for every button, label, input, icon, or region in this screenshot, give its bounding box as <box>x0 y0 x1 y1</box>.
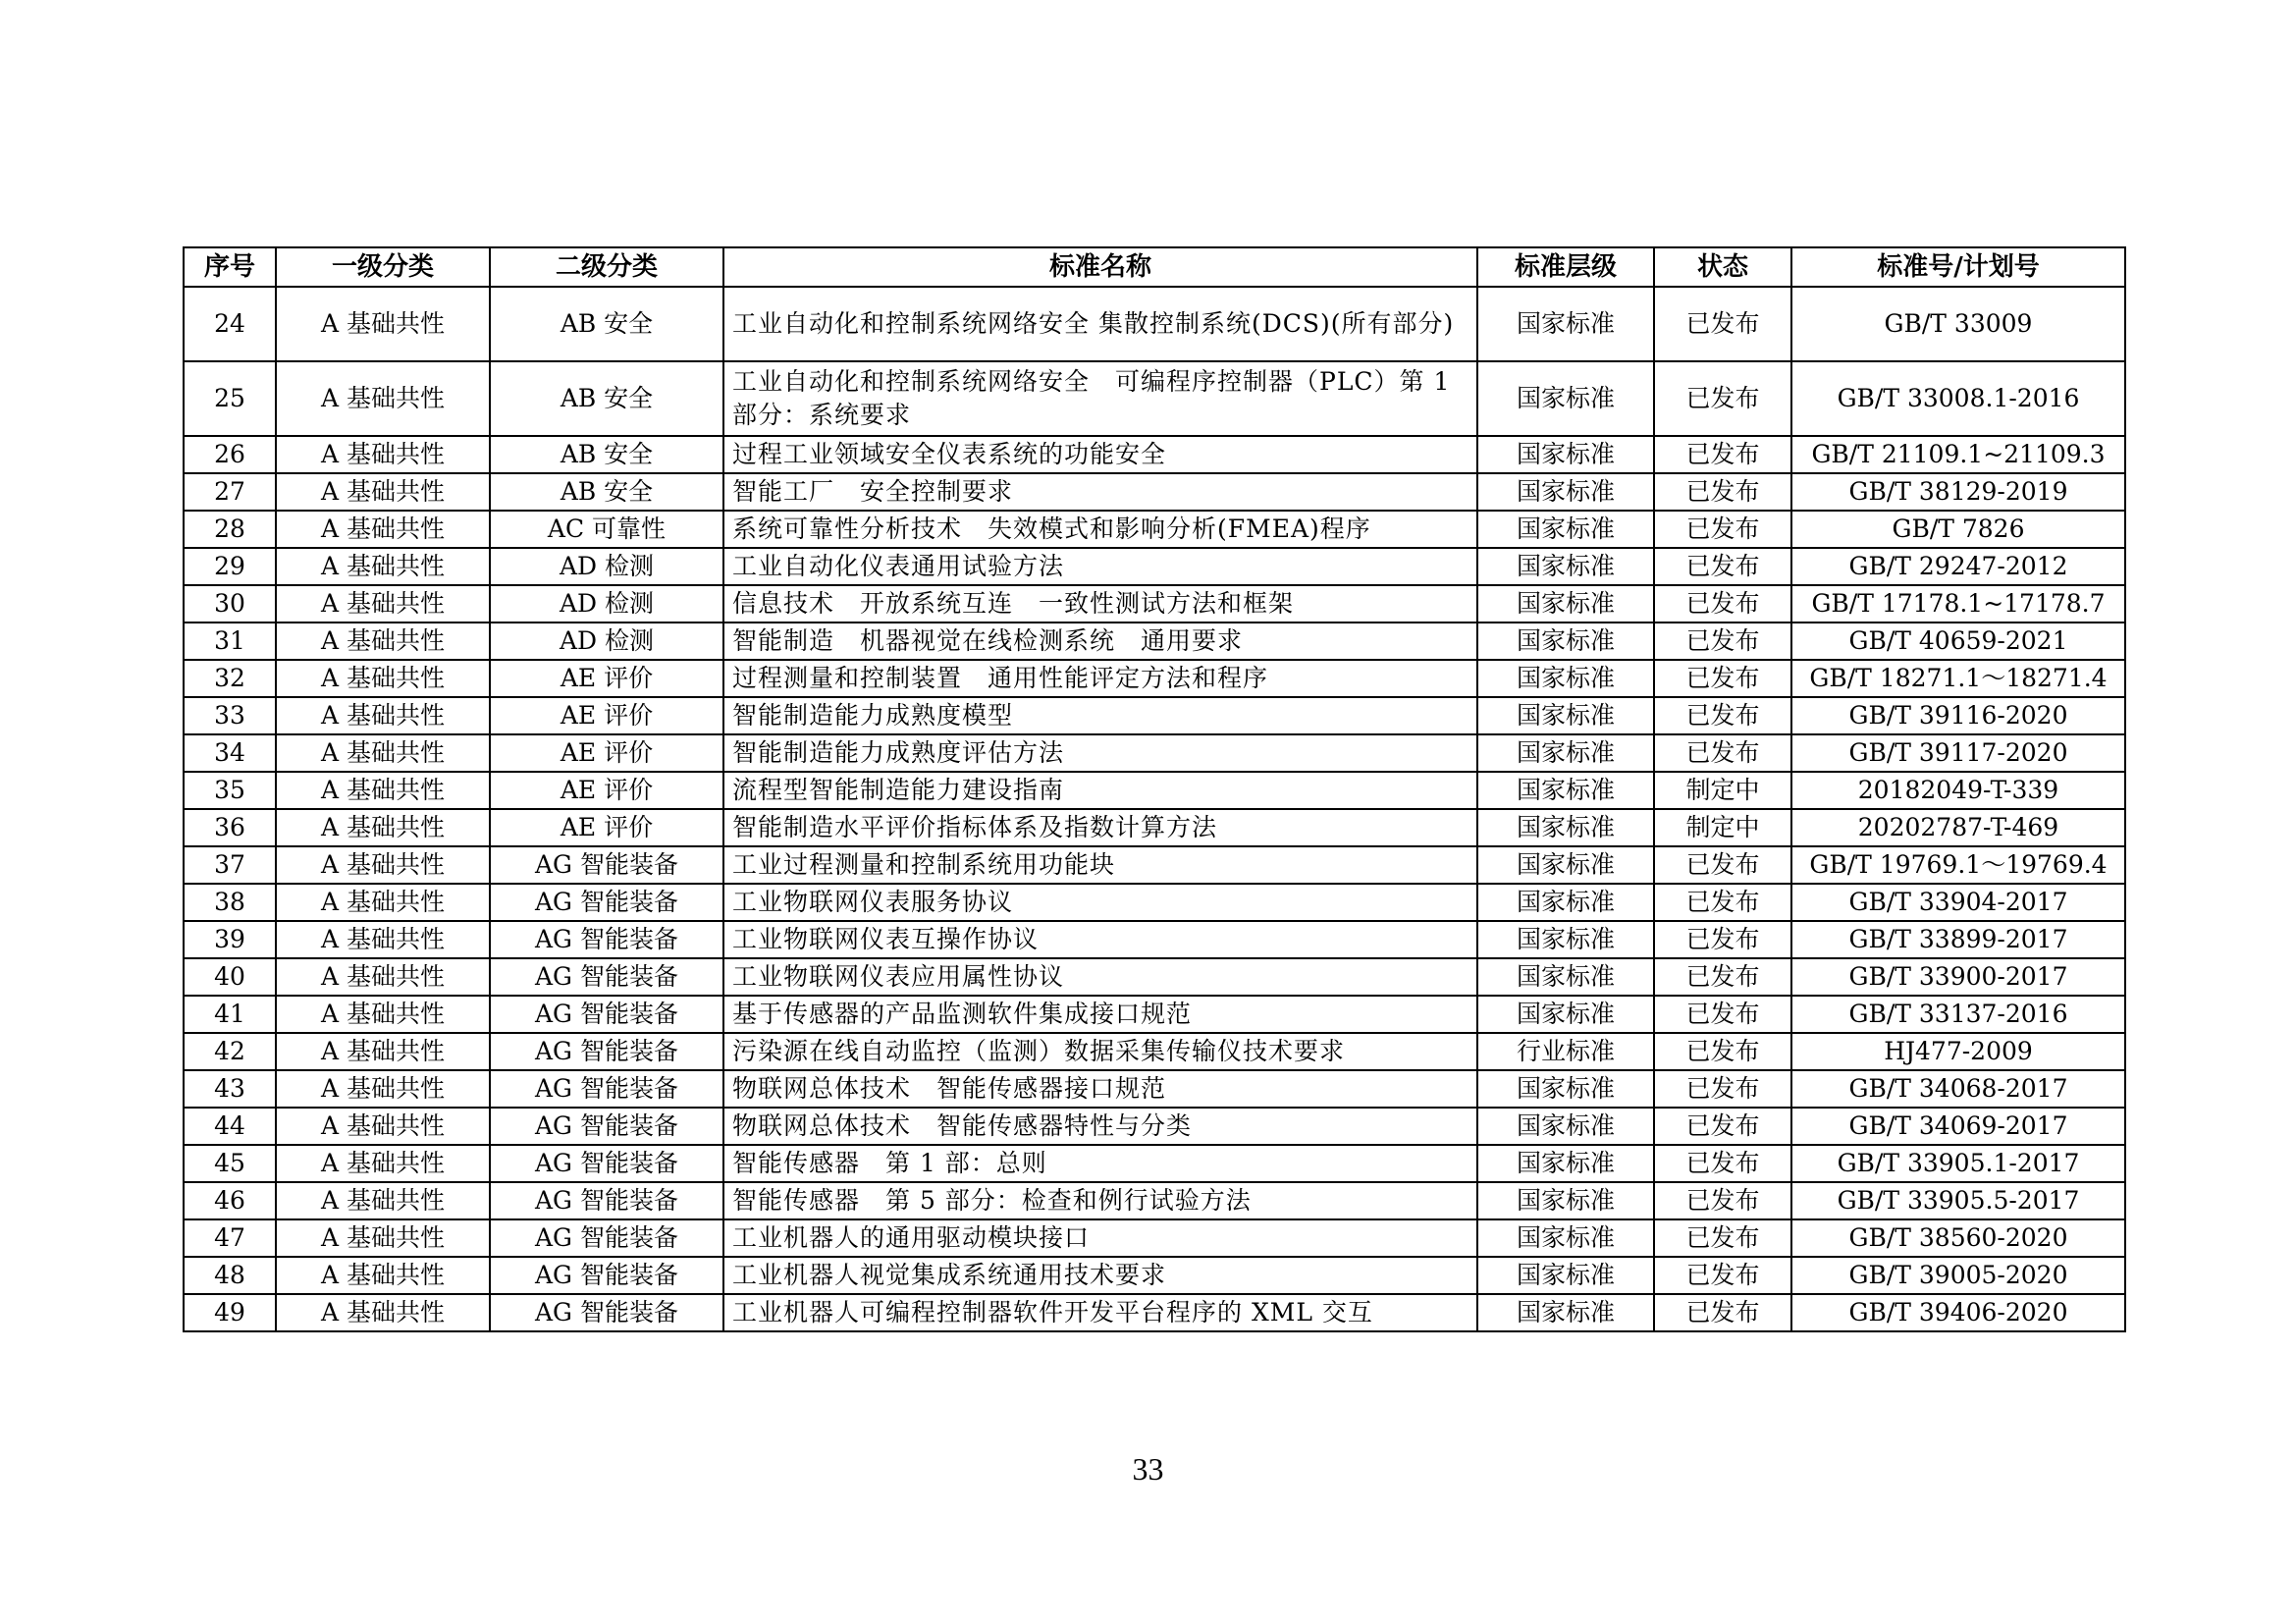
serial-number-cell: 34 <box>184 734 276 772</box>
secondary-category-cell: AG 智能装备 <box>490 1257 723 1294</box>
secondary-category-cell: AB 安全 <box>490 473 723 511</box>
table-row <box>184 1182 2125 1219</box>
standard-name-cell: 智能传感器 第 1 部：总则 <box>723 1145 1477 1182</box>
table-row <box>184 958 2125 996</box>
secondary-category-cell: AG 智能装备 <box>490 1108 723 1145</box>
standards-table <box>183 246 2126 1332</box>
status-cell: 已发布 <box>1654 846 1791 884</box>
standard-level-cell: 国家标准 <box>1477 1108 1654 1145</box>
standard-number-cell: GB/T 33904-2017 <box>1791 884 2125 921</box>
standard-number-cell: GB/T 38129-2019 <box>1791 473 2125 511</box>
standard-level-cell: 国家标准 <box>1477 734 1654 772</box>
status-cell: 已发布 <box>1654 734 1791 772</box>
standard-name-cell: 智能工厂 安全控制要求 <box>723 473 1477 511</box>
standard-name-cell: 工业物联网仪表应用属性协议 <box>723 958 1477 996</box>
standard-number-cell: GB/T 33009 <box>1791 287 2125 361</box>
standard-number-cell: GB/T 40659-2021 <box>1791 623 2125 660</box>
table-row <box>184 1145 2125 1182</box>
secondary-category-cell: AB 安全 <box>490 287 723 361</box>
standard-level-cell: 国家标准 <box>1477 436 1654 473</box>
serial-number-cell: 36 <box>184 809 276 846</box>
table-row <box>184 1108 2125 1145</box>
status-cell: 已发布 <box>1654 697 1791 734</box>
standard-number-cell: GB/T 39117-2020 <box>1791 734 2125 772</box>
standard-number-cell: GB/T 19769.1～19769.4 <box>1791 846 2125 884</box>
table-body <box>184 287 2125 1331</box>
primary-category-cell: A 基础共性 <box>276 1257 490 1294</box>
table-row <box>184 697 2125 734</box>
primary-category-cell: A 基础共性 <box>276 846 490 884</box>
table-row <box>184 660 2125 697</box>
serial-number-cell: 48 <box>184 1257 276 1294</box>
standard-name-cell: 工业机器人视觉集成系统通用技术要求 <box>723 1257 1477 1294</box>
table-row <box>184 884 2125 921</box>
primary-category-cell: A 基础共性 <box>276 436 490 473</box>
serial-number-cell: 43 <box>184 1070 276 1108</box>
standard-level-cell: 国家标准 <box>1477 958 1654 996</box>
standard-name-cell: 工业自动化和控制系统网络安全 可编程序控制器（PLC）第 1 部分：系统要求 <box>723 361 1477 436</box>
status-cell: 已发布 <box>1654 585 1791 623</box>
standard-level-cell: 国家标准 <box>1477 1257 1654 1294</box>
standard-level-cell: 国家标准 <box>1477 1182 1654 1219</box>
standard-level-cell: 国家标准 <box>1477 1294 1654 1331</box>
status-cell: 已发布 <box>1654 1070 1791 1108</box>
standard-number-cell: GB/T 7826 <box>1791 511 2125 548</box>
serial-number-cell: 32 <box>184 660 276 697</box>
table-row <box>184 1219 2125 1257</box>
secondary-category-cell: AG 智能装备 <box>490 1070 723 1108</box>
standard-name-cell: 过程测量和控制装置 通用性能评定方法和程序 <box>723 660 1477 697</box>
standard-name-cell: 工业物联网仪表服务协议 <box>723 884 1477 921</box>
standard-name-cell: 工业过程测量和控制系统用功能块 <box>723 846 1477 884</box>
serial-number-cell: 37 <box>184 846 276 884</box>
serial-number-cell: 24 <box>184 287 276 361</box>
standard-number-cell: GB/T 38560-2020 <box>1791 1219 2125 1257</box>
standard-name-cell: 工业自动化和控制系统网络安全 集散控制系统(DCS)(所有部分) <box>723 287 1477 361</box>
primary-category-cell: A 基础共性 <box>276 548 490 585</box>
header-standard-level: 标准层级 <box>1477 247 1654 287</box>
serial-number-cell: 42 <box>184 1033 276 1070</box>
standard-level-cell: 国家标准 <box>1477 623 1654 660</box>
secondary-category-cell: AG 智能装备 <box>490 1294 723 1331</box>
status-cell: 已发布 <box>1654 548 1791 585</box>
primary-category-cell: A 基础共性 <box>276 511 490 548</box>
status-cell: 已发布 <box>1654 1145 1791 1182</box>
header-serial-number: 序号 <box>184 247 276 287</box>
secondary-category-cell: AG 智能装备 <box>490 921 723 958</box>
primary-category-cell: A 基础共性 <box>276 734 490 772</box>
serial-number-cell: 47 <box>184 1219 276 1257</box>
primary-category-cell: A 基础共性 <box>276 1033 490 1070</box>
primary-category-cell: A 基础共性 <box>276 361 490 436</box>
standard-number-cell: GB/T 33008.1-2016 <box>1791 361 2125 436</box>
table-row <box>184 809 2125 846</box>
status-cell: 已发布 <box>1654 921 1791 958</box>
secondary-category-cell: AD 检测 <box>490 585 723 623</box>
standard-name-cell: 智能传感器 第 5 部分：检查和例行试验方法 <box>723 1182 1477 1219</box>
status-cell: 已发布 <box>1654 511 1791 548</box>
standard-number-cell: GB/T 18271.1～18271.4 <box>1791 660 2125 697</box>
secondary-category-cell: AB 安全 <box>490 436 723 473</box>
status-cell: 已发布 <box>1654 361 1791 436</box>
standard-name-cell: 智能制造 机器视觉在线检测系统 通用要求 <box>723 623 1477 660</box>
status-cell: 已发布 <box>1654 287 1791 361</box>
standard-name-cell: 过程工业领域安全仪表系统的功能安全 <box>723 436 1477 473</box>
status-cell: 已发布 <box>1654 1219 1791 1257</box>
status-cell: 已发布 <box>1654 436 1791 473</box>
status-cell: 已发布 <box>1654 660 1791 697</box>
standard-name-cell: 智能制造能力成熟度模型 <box>723 697 1477 734</box>
primary-category-cell: A 基础共性 <box>276 287 490 361</box>
primary-category-cell: A 基础共性 <box>276 1294 490 1331</box>
secondary-category-cell: AG 智能装备 <box>490 1219 723 1257</box>
standard-level-cell: 国家标准 <box>1477 1219 1654 1257</box>
table-row <box>184 734 2125 772</box>
primary-category-cell: A 基础共性 <box>276 772 490 809</box>
secondary-category-cell: AG 智能装备 <box>490 996 723 1033</box>
standard-name-cell: 工业物联网仪表互操作协议 <box>723 921 1477 958</box>
standard-level-cell: 国家标准 <box>1477 809 1654 846</box>
serial-number-cell: 29 <box>184 548 276 585</box>
standard-number-cell: GB/T 34069-2017 <box>1791 1108 2125 1145</box>
serial-number-cell: 25 <box>184 361 276 436</box>
secondary-category-cell: AG 智能装备 <box>490 884 723 921</box>
primary-category-cell: A 基础共性 <box>276 623 490 660</box>
standard-number-cell: GB/T 33900-2017 <box>1791 958 2125 996</box>
primary-category-cell: A 基础共性 <box>276 585 490 623</box>
table-row <box>184 511 2125 548</box>
table-row <box>184 548 2125 585</box>
standard-name-cell: 基于传感器的产品监测软件集成接口规范 <box>723 996 1477 1033</box>
table-row <box>184 1294 2125 1331</box>
standard-number-cell: GB/T 29247-2012 <box>1791 548 2125 585</box>
serial-number-cell: 46 <box>184 1182 276 1219</box>
serial-number-cell: 40 <box>184 958 276 996</box>
secondary-category-cell: AG 智能装备 <box>490 1182 723 1219</box>
standard-level-cell: 国家标准 <box>1477 772 1654 809</box>
secondary-category-cell: AG 智能装备 <box>490 1145 723 1182</box>
secondary-category-cell: AC 可靠性 <box>490 511 723 548</box>
standard-name-cell: 流程型智能制造能力建设指南 <box>723 772 1477 809</box>
standard-name-cell: 物联网总体技术 智能传感器接口规范 <box>723 1070 1477 1108</box>
table-row <box>184 1070 2125 1108</box>
standard-name-cell: 物联网总体技术 智能传感器特性与分类 <box>723 1108 1477 1145</box>
primary-category-cell: A 基础共性 <box>276 958 490 996</box>
secondary-category-cell: AE 评价 <box>490 734 723 772</box>
primary-category-cell: A 基础共性 <box>276 1145 490 1182</box>
primary-category-cell: A 基础共性 <box>276 921 490 958</box>
status-cell: 已发布 <box>1654 623 1791 660</box>
secondary-category-cell: AE 评价 <box>490 697 723 734</box>
header-primary-category: 一级分类 <box>276 247 490 287</box>
header-status: 状态 <box>1654 247 1791 287</box>
status-cell: 已发布 <box>1654 884 1791 921</box>
table-header-row <box>184 247 2125 287</box>
status-cell: 已发布 <box>1654 1033 1791 1070</box>
status-cell: 已发布 <box>1654 996 1791 1033</box>
table-row <box>184 996 2125 1033</box>
secondary-category-cell: AG 智能装备 <box>490 1033 723 1070</box>
standard-level-cell: 国家标准 <box>1477 697 1654 734</box>
standard-name-cell: 信息技术 开放系统互连 一致性测试方法和框架 <box>723 585 1477 623</box>
serial-number-cell: 45 <box>184 1145 276 1182</box>
serial-number-cell: 38 <box>184 884 276 921</box>
serial-number-cell: 28 <box>184 511 276 548</box>
standard-name-cell: 系统可靠性分析技术 失效模式和影响分析(FMEA)程序 <box>723 511 1477 548</box>
serial-number-cell: 33 <box>184 697 276 734</box>
serial-number-cell: 41 <box>184 996 276 1033</box>
primary-category-cell: A 基础共性 <box>276 1182 490 1219</box>
standard-level-cell: 国家标准 <box>1477 287 1654 361</box>
standard-number-cell: HJ477-2009 <box>1791 1033 2125 1070</box>
serial-number-cell: 26 <box>184 436 276 473</box>
standard-level-cell: 国家标准 <box>1477 996 1654 1033</box>
standard-level-cell: 国家标准 <box>1477 585 1654 623</box>
standard-level-cell: 国家标准 <box>1477 846 1654 884</box>
standard-level-cell: 国家标准 <box>1477 1145 1654 1182</box>
table-row <box>184 1033 2125 1070</box>
primary-category-cell: A 基础共性 <box>276 660 490 697</box>
status-cell: 制定中 <box>1654 809 1791 846</box>
standard-number-cell: GB/T 34068-2017 <box>1791 1070 2125 1108</box>
standard-number-cell: GB/T 39005-2020 <box>1791 1257 2125 1294</box>
serial-number-cell: 44 <box>184 1108 276 1145</box>
standard-number-cell: GB/T 33899-2017 <box>1791 921 2125 958</box>
serial-number-cell: 35 <box>184 772 276 809</box>
table-row <box>184 436 2125 473</box>
table-row <box>184 1257 2125 1294</box>
standard-number-cell: GB/T 21109.1~21109.3 <box>1791 436 2125 473</box>
standard-name-cell: 工业机器人的通用驱动模块接口 <box>723 1219 1477 1257</box>
standard-level-cell: 国家标准 <box>1477 511 1654 548</box>
standard-number-cell: GB/T 17178.1~17178.7 <box>1791 585 2125 623</box>
secondary-category-cell: AG 智能装备 <box>490 846 723 884</box>
status-cell: 已发布 <box>1654 1182 1791 1219</box>
standard-name-cell: 工业自动化仪表通用试验方法 <box>723 548 1477 585</box>
table-row <box>184 772 2125 809</box>
header-secondary-category: 二级分类 <box>490 247 723 287</box>
status-cell: 已发布 <box>1654 958 1791 996</box>
secondary-category-cell: AE 评价 <box>490 660 723 697</box>
table-row <box>184 361 2125 436</box>
standard-level-cell: 国家标准 <box>1477 548 1654 585</box>
secondary-category-cell: AE 评价 <box>490 772 723 809</box>
status-cell: 已发布 <box>1654 1294 1791 1331</box>
standard-level-cell: 国家标准 <box>1477 361 1654 436</box>
table-row <box>184 846 2125 884</box>
primary-category-cell: A 基础共性 <box>276 1219 490 1257</box>
standard-level-cell: 国家标准 <box>1477 660 1654 697</box>
secondary-category-cell: AE 评价 <box>490 809 723 846</box>
serial-number-cell: 31 <box>184 623 276 660</box>
standard-number-cell: GB/T 33905.1-2017 <box>1791 1145 2125 1182</box>
standard-number-cell: GB/T 33137-2016 <box>1791 996 2125 1033</box>
table-row <box>184 473 2125 511</box>
primary-category-cell: A 基础共性 <box>276 1108 490 1145</box>
standard-name-cell: 污染源在线自动监控（监测）数据采集传输仪技术要求 <box>723 1033 1477 1070</box>
standard-name-cell: 智能制造水平评价指标体系及指数计算方法 <box>723 809 1477 846</box>
serial-number-cell: 30 <box>184 585 276 623</box>
table-row <box>184 921 2125 958</box>
page-number: 33 <box>1132 1451 1164 1487</box>
status-cell: 已发布 <box>1654 1108 1791 1145</box>
header-standard-number: 标准号/计划号 <box>1791 247 2125 287</box>
secondary-category-cell: AB 安全 <box>490 361 723 436</box>
primary-category-cell: A 基础共性 <box>276 884 490 921</box>
secondary-category-cell: AD 检测 <box>490 623 723 660</box>
status-cell: 已发布 <box>1654 1257 1791 1294</box>
table-row <box>184 623 2125 660</box>
primary-category-cell: A 基础共性 <box>276 809 490 846</box>
primary-category-cell: A 基础共性 <box>276 473 490 511</box>
standard-level-cell: 国家标准 <box>1477 884 1654 921</box>
serial-number-cell: 27 <box>184 473 276 511</box>
standard-level-cell: 国家标准 <box>1477 921 1654 958</box>
standard-level-cell: 行业标准 <box>1477 1033 1654 1070</box>
standard-number-cell: GB/T 39116-2020 <box>1791 697 2125 734</box>
standard-level-cell: 国家标准 <box>1477 1070 1654 1108</box>
header-standard-name: 标准名称 <box>723 247 1477 287</box>
standard-number-cell: GB/T 33905.5-2017 <box>1791 1182 2125 1219</box>
status-cell: 已发布 <box>1654 473 1791 511</box>
standard-name-cell: 工业机器人可编程控制器软件开发平台程序的 XML 交互 <box>723 1294 1477 1331</box>
standard-name-cell: 智能制造能力成熟度评估方法 <box>723 734 1477 772</box>
serial-number-cell: 39 <box>184 921 276 958</box>
primary-category-cell: A 基础共性 <box>276 1070 490 1108</box>
secondary-category-cell: AD 检测 <box>490 548 723 585</box>
table-row <box>184 585 2125 623</box>
status-cell: 制定中 <box>1654 772 1791 809</box>
standard-number-cell: 20182049-T-339 <box>1791 772 2125 809</box>
standard-number-cell: GB/T 39406-2020 <box>1791 1294 2125 1331</box>
standard-number-cell: 20202787-T-469 <box>1791 809 2125 846</box>
standard-level-cell: 国家标准 <box>1477 473 1654 511</box>
serial-number-cell: 49 <box>184 1294 276 1331</box>
table-row <box>184 287 2125 361</box>
secondary-category-cell: AG 智能装备 <box>490 958 723 996</box>
primary-category-cell: A 基础共性 <box>276 996 490 1033</box>
primary-category-cell: A 基础共性 <box>276 697 490 734</box>
